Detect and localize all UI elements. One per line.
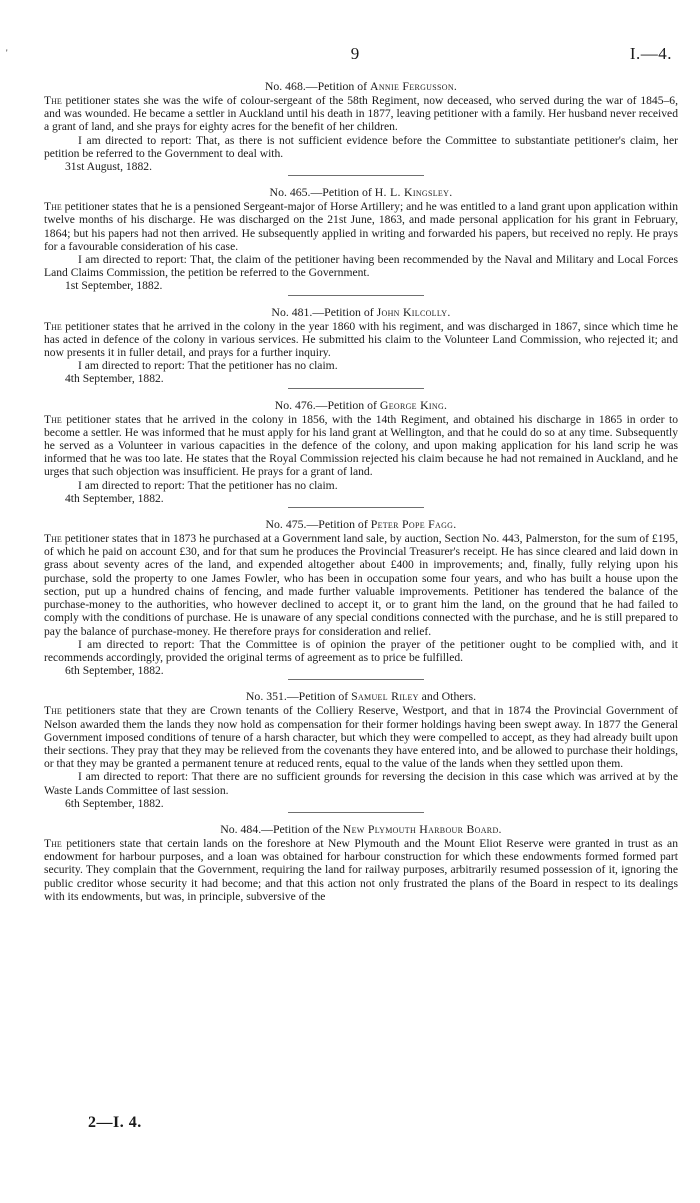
petitioner-name: Samuel Riley xyxy=(351,689,419,704)
petition-entry xyxy=(44,399,678,508)
petition-entry xyxy=(44,518,678,680)
committee-report: I am directed to report: That the petitioner has no claim. xyxy=(78,478,338,492)
petition-entry xyxy=(44,186,678,295)
petition-heading: No. 475.—Petition of Peter Pope Fagg. xyxy=(265,517,457,532)
petition-entry xyxy=(44,80,678,176)
petition-heading: No. 468.—Petition of Annie Fergusson. xyxy=(264,79,458,93)
petitioner-name: New Plymouth Harbour Board. xyxy=(342,821,502,836)
report-date: 4th September, 1882. xyxy=(65,491,164,505)
committee-report: I am directed to report: That the petitioner has no claim. xyxy=(78,359,338,373)
committee-report: I am directed to report: That the Committee is of opinion the prayer of the petitioner ought to be complied with, and it recommends accordingly, provided the original terms of agreement as to price be fulfilled. xyxy=(44,637,678,664)
petition-heading: No. 484.—Petition of the New Plymouth Harbour Board. xyxy=(220,821,502,836)
margin-mark: ' xyxy=(6,48,8,58)
petition-body: The petitioners state that certain lands on the foreshore at New Plymouth and the Mount Eliot Reserve were granted in trust as an endowment for harbour purposes, and a loan was obtained for harbour construction for which these endowments formed formed part security. They complain that the Government, requiring the land for railway purposes, arbitrarily resumed possession of it, ignoring the public creditor whose security it had become; and that this action not only frustrated the plans of the Board in respect to its dealings with its endowments, but was, in principle, subversive of the xyxy=(44,836,678,903)
petition-heading: No. 476.—Petition of George King. xyxy=(274,397,448,412)
petitioner-name: Annie Fergusson. xyxy=(370,79,458,93)
petition-body: The petitioner states that he is a pensioned Sergeant-major of Horse Artillery; and he was entitled to a land grant upon application within twelve months of his discharge. He was discharged on the 21st June, 1863, and made personal application for his grant in February, 1864; but his papers had not then arrived. He subsequently applied in writing and forwarded his papers, but received no reply. He prays for a favourable consideration of his case. xyxy=(44,200,678,253)
page-number: 9 xyxy=(350,44,360,63)
petitions-list xyxy=(44,80,678,903)
report-date: 6th September, 1882. xyxy=(65,796,164,810)
committee-report: I am directed to report: That, as there is not sufficient evidence before the Committee to substantiate petitioner's claim, her petition be referred to the Government to deal with. xyxy=(44,133,678,160)
petition-body: The petitioner states that he arrived in the colony in 1856, with the 14th Regiment, and obtained his discharge in 1865 in order to become a settler. He was informed that he must apply for his land grant at Wellington, and that he could do so at any time. Subsequently he served as a Volunteer in various capacities in the defence of the colony, and upon making application for his land scrip he was informed that he was too late. He states that the Royal Commission rejected his claim because he had not remained in Auckland, and he urges that such objection was insufficient. He prays for a grant of land. xyxy=(44,412,678,479)
petitioner-name: George King. xyxy=(379,397,448,412)
report-date: 6th September, 1882. xyxy=(65,664,164,678)
petition-heading: No. 465.—Petition of H. L. Kingsley. xyxy=(269,185,453,200)
petition-body: The petitioner states that in 1873 he purchased at a Government land sale, by auction, Section No. 443, Palmerston, for the sum of £195, of which he paid on account £30, and for that sum he produces the Provincial Treasurer's receipt. He has since cleared and laid down in grass about seventy acres of the land, and expended altogether about £400 in improvements; and, finally, fully relying upon his purchase, sold the property to one James Fowler, who has been in occupation some four years, and who has built a house upon the section, put up a hundred chains of fencing, and made further valuable improvements. Petitioner has tendered the balance of the purchase-money to the authorities, who however declined to accept it, or to grant him the land, on the ground that he had failed to comply with the conditions of purchase. He is unaware of any special conditions connected with the purchase, and he is still prepared to pay the balance of purchase-money. He therefore prays for consideration and relief. xyxy=(44,532,678,638)
committee-report: I am directed to report: That, the claim of the petitioner having been recommended by the Naval and Military and Local Forces Land Claims Commission, the petition be referred to the Government. xyxy=(44,253,678,280)
petitioner-name: H. L. Kingsley. xyxy=(374,185,453,200)
committee-report: I am directed to report: That there are no sufficient grounds for reversing the decision in this case which was arrived at by the Waste Lands Committee of last session. xyxy=(44,770,678,797)
petition-heading: No. 351.—Petition of Samuel Riley and Others. xyxy=(245,689,477,704)
petition-heading: No. 481.—Petition of John Kilcolly. xyxy=(271,304,451,319)
report-date: 31st August, 1882. xyxy=(65,160,152,174)
petition-entry xyxy=(44,823,678,903)
petition-entry xyxy=(44,306,678,389)
signature-mark: 2—I. 4. xyxy=(88,1114,142,1131)
petition-body: The petitioners state that they are Crown tenants of the Colliery Reserve, Westport, and that in 1874 the Provincial Government of Nelson awarded them the lands they now hold as compensation for their former holdings having been swept away. In 1877 the General Government imposed conditions of tenure of a harsh character, but which they were compelled to accept, as they had already built upon their sections. They pray that they may be relieved from the covenants they have entered into, and be allowed to purchase their holdings, or that they may be granted a permanent tenure at reduced rents, equal to the value of the lands when they settled upon them. xyxy=(44,704,678,771)
petition-body: The petitioner states that he arrived in the colony in the year 1860 with his regiment, and was discharged in 1867, since which time he has acted in defence of the colony in various services. He submitted his claim to the Volunteer Land Commission, who rejected it; and now presents it in fuller detail, and prays for a further inquiry. xyxy=(44,319,678,360)
petition-entry xyxy=(44,690,678,813)
document-reference: I.—4. xyxy=(629,44,672,63)
report-date: 1st September, 1882. xyxy=(65,279,163,293)
petitioner-name: Peter Pope Fagg. xyxy=(370,517,457,532)
petitioner-name: John Kilcolly. xyxy=(376,304,451,319)
petition-body: The petitioner states she was the wife of colour-sergeant of the 58th Regiment, now deceased, who served during the war of 1845–6, and was wounded. He became a settler in Auckland until his death in 1877, leaving petitioner with a family. Her husband never received a grant of land, and she prays for eighty acres for the benefit of her children. xyxy=(44,94,678,134)
report-date: 4th September, 1882. xyxy=(65,372,164,386)
